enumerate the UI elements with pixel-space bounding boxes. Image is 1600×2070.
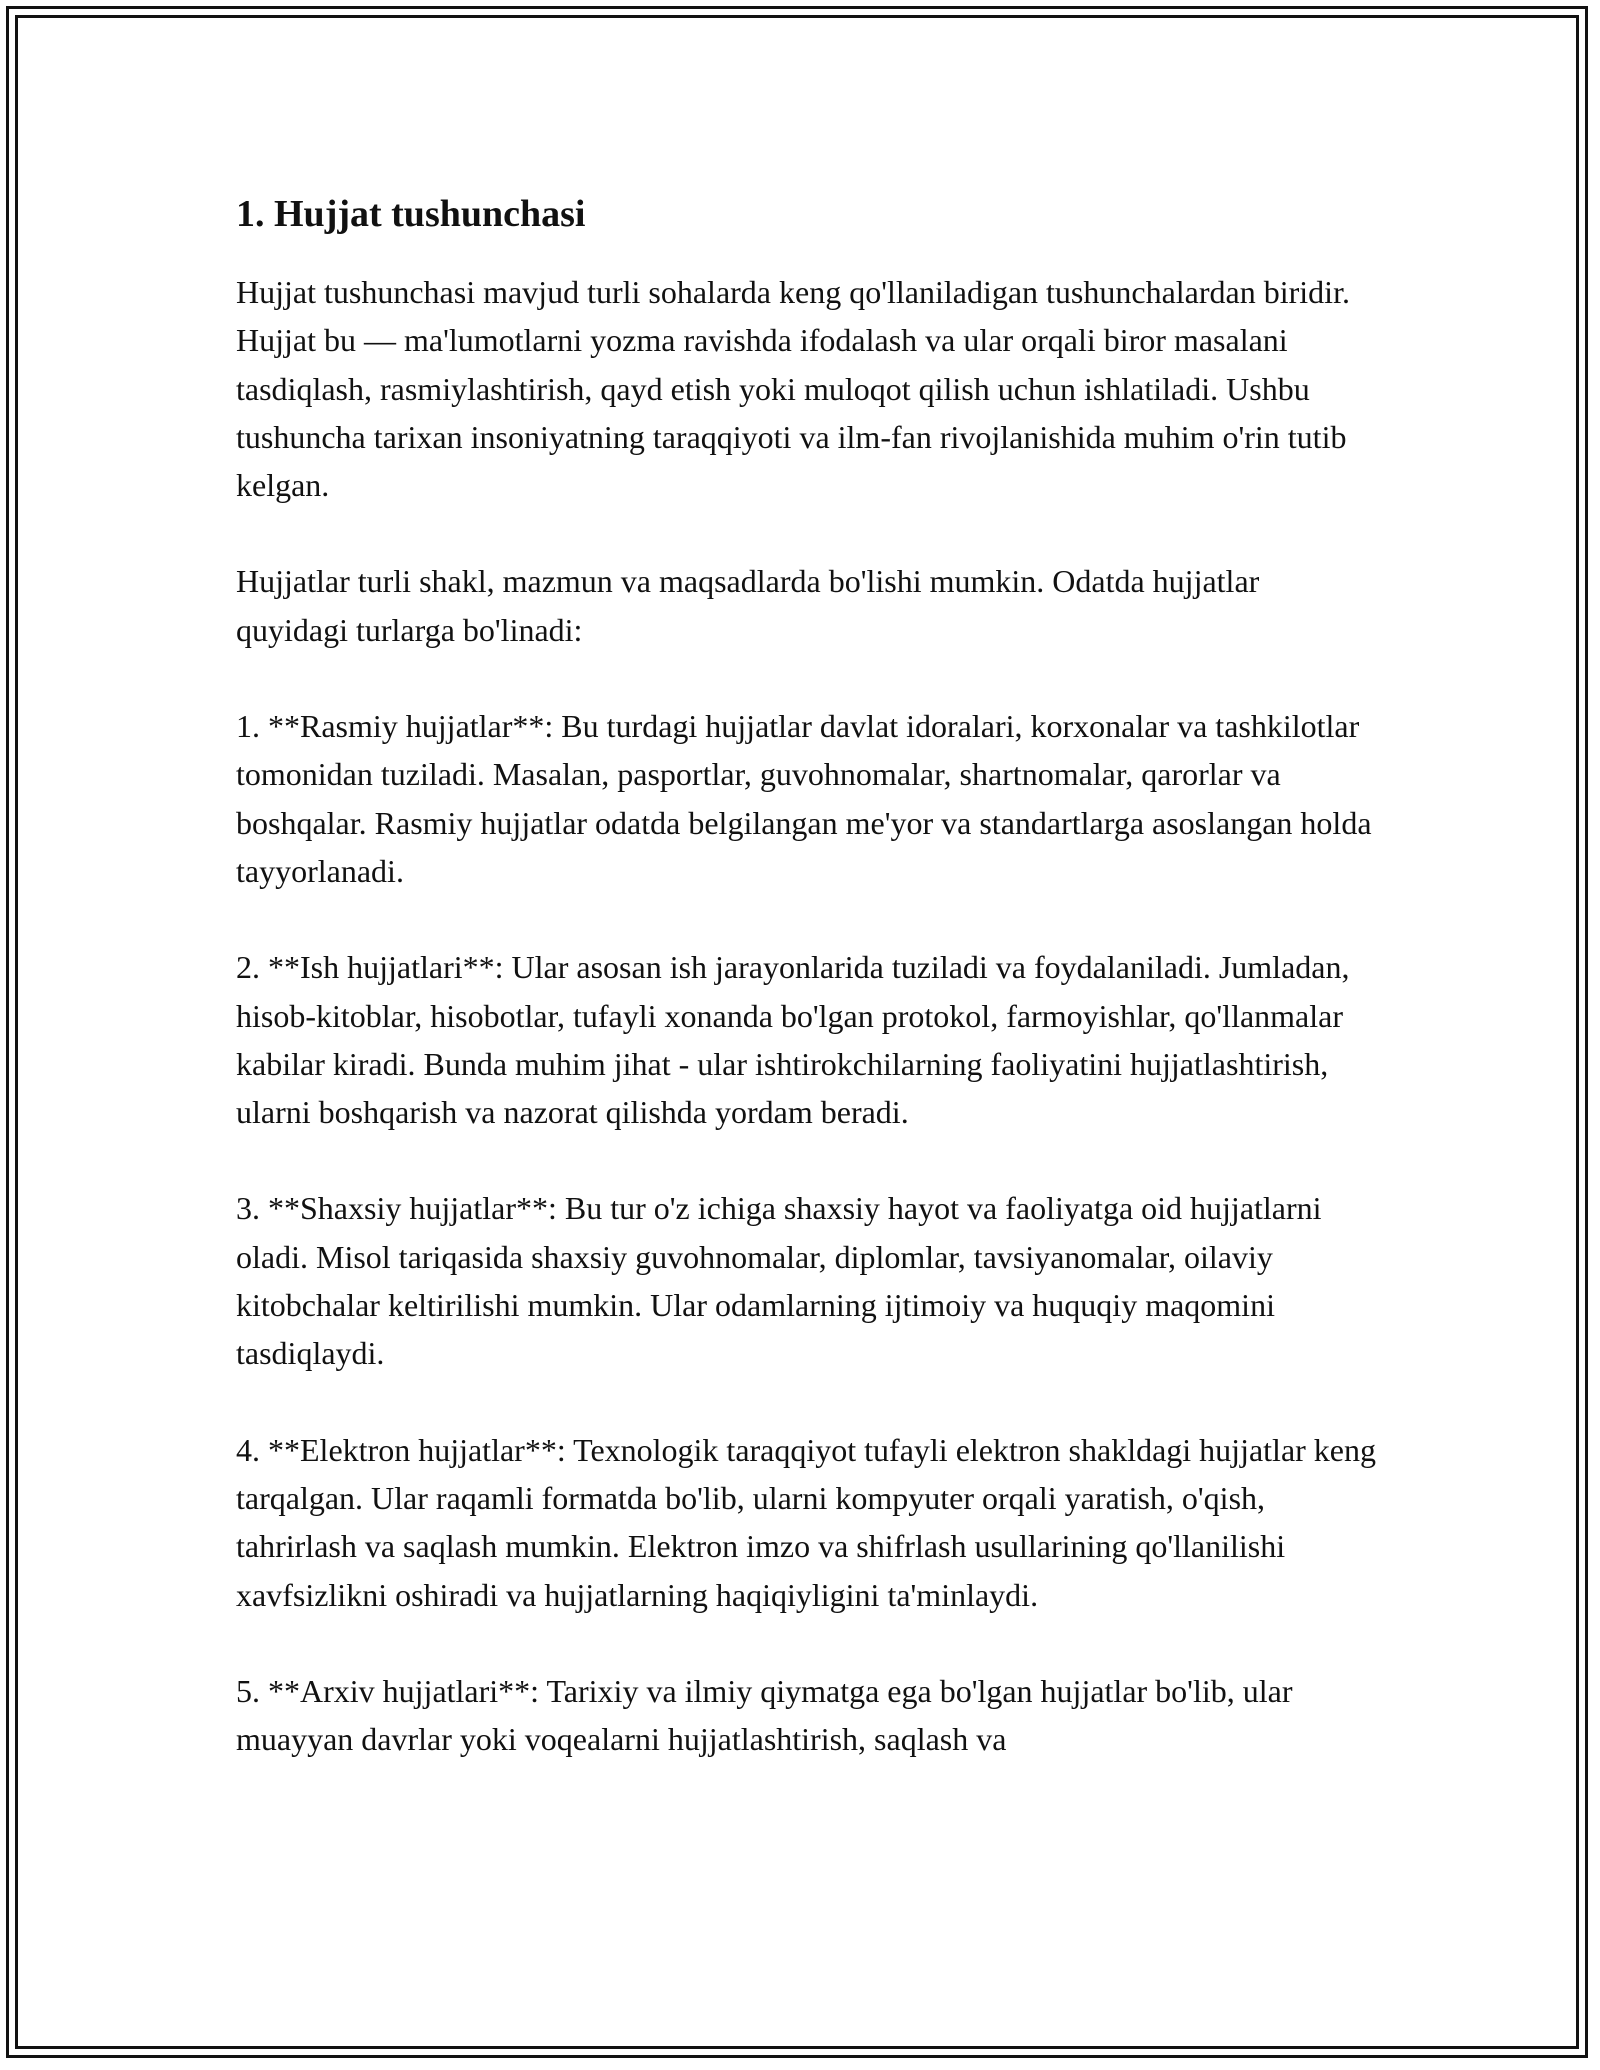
paragraph-personal-documents: 3. **Shaxsiy hujjatlar**: Bu tur o'z ichiga shaxsiy hayot va faoliyatga oid hujjatlarni oladi. Misol tariqasida shaxsiy guvohnomalar, diplomlar, tavsiyanomalar, oilaviy kitobchalar keltirilishi mumkin. Ular odamlarning ijtimoiy va huquqiy maqomini tasdiqlaydi.	[236, 1190, 1322, 1372]
paragraph-official-documents: 1. **Rasmiy hujjatlar**: Bu turdagi hujjatlar davlat idoralari, korxonalar va tashkilotlar tomonidan tuziladi. Masalan, pasportlar, guvohnomalar, shartnomalar, qarorlar va boshqalar. Rasmiy hujjatlar odatda belgilangan me'yor va standartlarga asoslangan holda tayyorlanadi.	[236, 708, 1372, 889]
document-body	[236, 186, 1376, 1811]
paragraph-electronic-documents: 4. **Elektron hujjatlar**: Texnologik taraqqiyot tufayli elektron shakldagi hujjatlar keng tarqalgan. Ular raqamli formatda bo'lib, ularni kompyuter orqali yaratish, o'qish, tahrirlash va saqlash mumkin. Elektron imzo va shifrlash usullarining qo'llanilishi xavfsizlikni oshiradi va hujjatlarning haqiqiyligini ta'minlaydi.	[236, 1431, 1376, 1613]
paragraph-intro: Hujjat tushunchasi mavjud turli sohalarda keng qo'llaniladigan tushunchalardan biridir. Hujjat bu — ma'lumotlarni yozma ravishda ifodalash va ular orqali biror masalani tasdiqlash, rasmiylashtirish, qayd etish yoki muloqot qilish uchun ishlatiladi. Ushbu tushuncha tarixan insoniyatning taraqqiyoti va ilm-fan rivojlanishida muhim o'rin tutib kelgan.	[236, 274, 1350, 504]
paragraph-work-documents: 2. **Ish hujjatlari**: Ular asosan ish jarayonlarida tuziladi va foydalaniladi. Jumladan, hisob-kitoblar, hisobotlar, tufayli xonanda bo'lgan protokol, farmoyishlar, qo'llanmalar kabilar kiradi. Bunda muhim jihat - ular ishtirokchilarning faoliyatini hujjatlashtirish, ularni boshqarish va nazorat qilishda yordam beradi.	[236, 949, 1350, 1131]
paragraph-types-intro: Hujjatlar turli shakl, mazmun va maqsadlarda bo'lishi mumkin. Odatda hujjatlar quyidagi turlarga bo'linadi:	[236, 563, 1260, 648]
document-title: 1. Hujjat tushunchasi	[236, 193, 586, 235]
paragraph-archive-documents: 5. **Arxiv hujjatlari**: Tarixiy va ilmiy qiymatga ega bo'lgan hujjatlar bo'lib, ular muayyan davrlar yoki voqealarni hujjatlashtirish, saqlash va	[236, 1672, 1293, 1758]
